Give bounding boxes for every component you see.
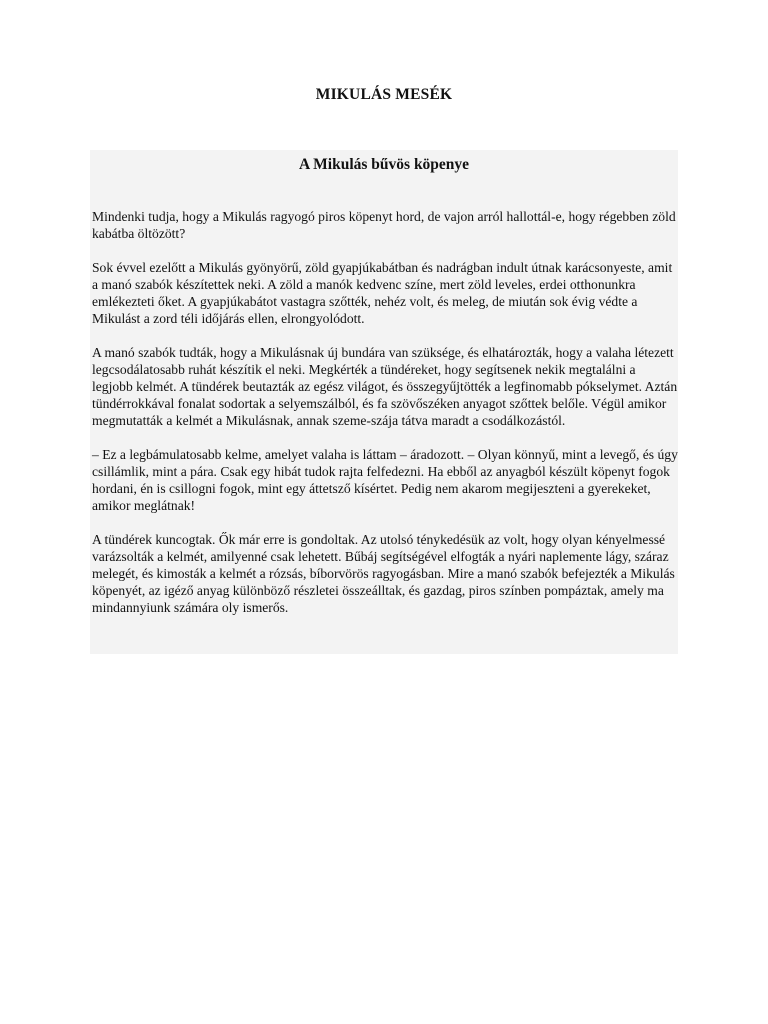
story-paragraph: A manó szabók tudták, hogy a Mikulásnak új bundára van szüksége, és elhatározták, hogy a valaha létezett legcsodálatosabb ruhát készítik el neki. Megkérték a tündéreket, hogy segítsenek nekik megtalálni a legjobb kelmét. A tündérek beutazták az egész világot, és összegyűjtötték a legfinomabb pókselymet. Aztán tündérrokkával fonalat sodortak a selyemszálból, és fa szövőszéken anyagot szőttek belőle. Végül amikor megmutatták a kelmét a Mikulásnak, annak szeme-szája tátva maradt a csodálkozástól.: [92, 345, 678, 428]
story-paragraph: Sok évvel ezelőtt a Mikulás gyönyörű, zöld gyapjúkabátban és nadrágban indult útnak karácsonyeste, amit a manó szabók készítettek neki. A zöld a manók kedvenc színe, mert zöld leveles, erdei otthonunkra emlékezteti őket. A gyapjúkabátot vastagra szőtték, nehéz volt, és meleg, de miután sok évig védte a Mikulást a zord téli időjárás ellen, elrongyolódott.: [92, 260, 673, 326]
story-title: A Mikulás bűvös köpenye: [298, 156, 470, 173]
story-paragraph: A tündérek kuncogtak. Ők már erre is gondoltak. Az utolsó ténykedésük az volt, hogy olyan kényelmessé varázsolták a kelmét, amilyenné csak lehetett. Bűbáj segítségével elfogták a nyári naplemente lágy, száraz melegét, és kimosták a kelmét a rózsás, bíborvörös ragyogásban. Mire a manó szabók befejezték a Mikulás köpenyét, az igéző anyag különböző részletei összeálltak, és gazdag, piros színben pompáztak, amely ma mindannyiunk számára oly ismerős.: [92, 532, 675, 615]
story-paragraph: Mindenki tudja, hogy a Mikulás ragyogó piros köpenyt hord, de vajon arról hallottál-e, hogy régebben zöld kabátba öltözött?: [92, 209, 676, 241]
document-title: MIKULÁS MESÉK: [315, 86, 453, 103]
story-paragraph: – Ez a legbámulatosabb kelme, amelyet valaha is láttam – áradozott. – Olyan könnyű, mint a levegő, és úgy csillámlik, mint a pára. Csak egy hibát tudok rajta felfedezni. Ha ebből az anyagból készült köpenyt fogok hordani, én is csillogni fogok, mint egy áttetsző kísértet. Pedig nem akarom megijeszteni a gyerekeket, amikor meglátnak!: [92, 447, 678, 513]
story-body: [92, 208, 678, 633]
